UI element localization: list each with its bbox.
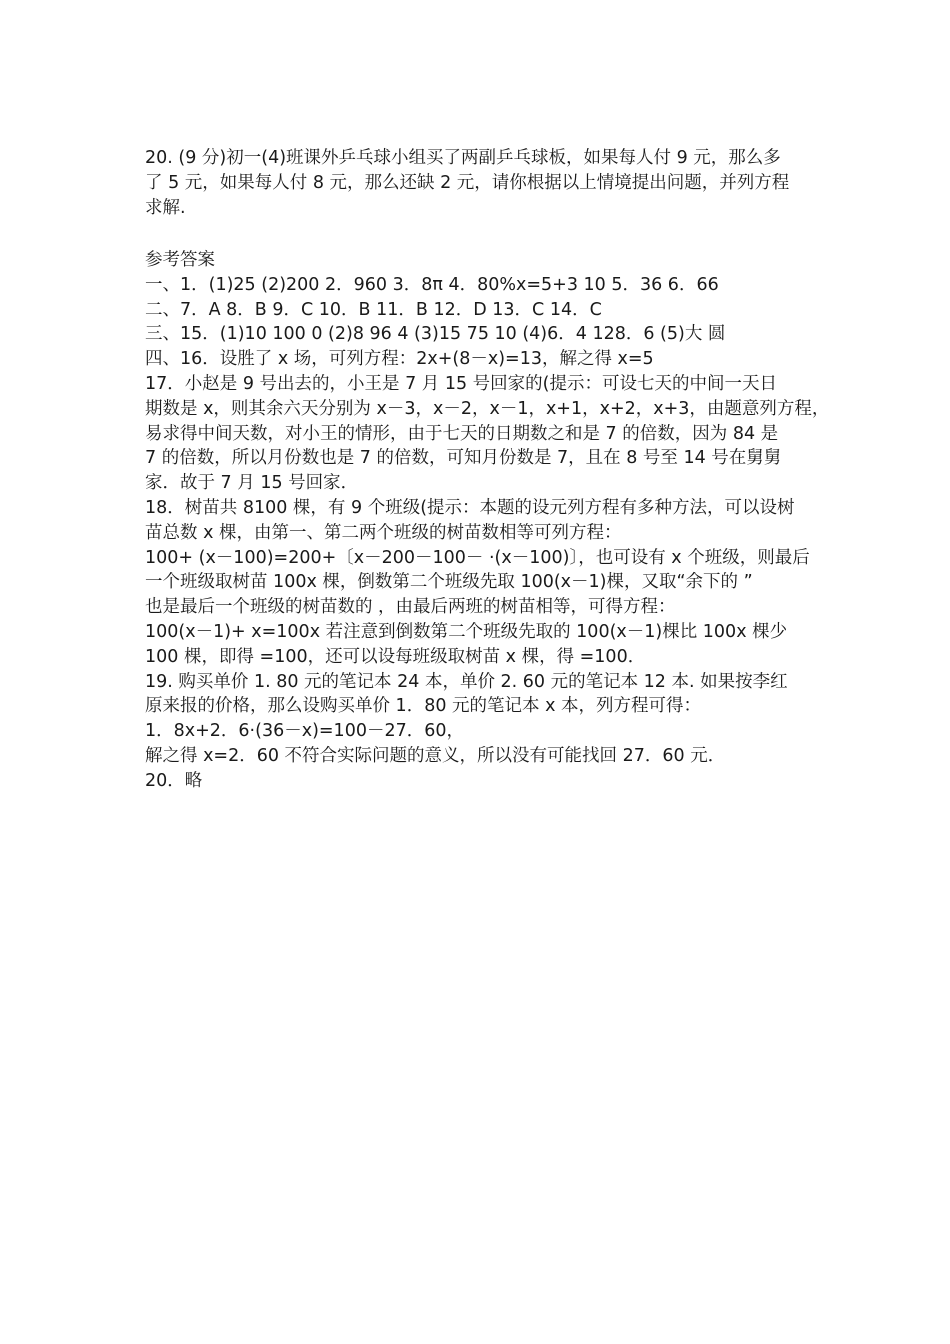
problem-line: 20. (9 分)初一(4)班课外乒乓球小组买了两副乒乓球板，如果每人付 9 元，那么多 <box>145 148 781 168</box>
answer-line: 7 的倍数，所以月份数也是 7 的倍数，可知月份数是 7，且在 8 号至 14 号在舅舅 <box>145 448 782 469</box>
answer-line: 一、1．(1)25 (2)200 2．960 3．8π 4．80%x=5+3 10 5．36 6．66 <box>145 274 719 295</box>
answer-line: 100+ (x－100)=200+〔x－200－100－ ·(x－100)〕，也可设有 x 个班级，则最后 <box>145 547 810 568</box>
answer-line: 原来报的价格，那么设购买单价 1．80 元的笔记本 x 本，列方程可得： <box>145 696 702 717</box>
answer-line: 19. 购买单价 1. 80 元的笔记本 24 本，单价 2. 60 元的笔记本 12 本. 如果按李红 <box>145 671 788 692</box>
answer-line: 苗总数 x 棵，由第一、第二两个班级的树苗数相等可列方程： <box>145 522 622 543</box>
answer-line: 20．略 <box>145 770 203 791</box>
answer-line: 100 棵，即得 =100，还可以设每班级取树苗 x 棵，得 =100． <box>145 646 646 667</box>
answer-line: 100(x－1)+ x=100x 若注意到倒数第二个班级先取的 100(x－1)棵比 100x 棵少 <box>145 621 788 642</box>
answer-line: 17．小赵是 9 号出去的，小王是 7 月 15 号回家的(提示：可设七天的中间一天日 <box>145 373 778 394</box>
answer-section <box>145 248 830 794</box>
answer-line: 18．树苗共 8100 棵，有 9 个班级(提示：本题的设元列方程有多种方法，可以设树 <box>145 497 795 518</box>
answer-line: 1．8x+2．6·(36－x)=100－27．60， <box>145 721 464 742</box>
answer-line: 家．故于 7 月 15 号回家． <box>145 473 359 494</box>
problem-20 <box>145 146 825 221</box>
answer-line: 期数是 x，则其余六天分别为 x－3，x－2，x－1，x+1，x+2，x+3，由题意列方程， <box>145 398 830 419</box>
answer-heading: 参考答案 <box>145 250 215 270</box>
answer-line: 也是最后一个班级的树苗数的 ，由最后两班的树苗相等，可得方程： <box>145 597 676 618</box>
answer-line: 一个班级取树苗 100x 棵，倒数第二个班级先取 100(x－1)棵，又取“余下的 ” <box>145 572 753 593</box>
problem-line: 求解. <box>145 198 186 218</box>
problem-line: 了 5 元，如果每人付 8 元，那么还缺 2 元，请你根据以上情境提出问题，并列方程 <box>145 173 790 193</box>
answer-line: 解之得 x=2．60 不符合实际问题的意义，所以没有可能找回 27．60 元． <box>145 745 726 766</box>
answer-line: 易求得中间天数，对小王的情形，由于七天的日期数之和是 7 的倍数，因为 84 是 <box>145 423 779 444</box>
document-page <box>145 146 830 794</box>
answer-line: 三、15．(1)10 100 0 (2)8 96 4 (3)15 75 10 (4)6．4 128．6 (5)大 圆 <box>145 324 726 345</box>
answer-line: 二、7．A 8．B 9．C 10．B 11．B 12．D 13．C 14．C <box>145 299 602 320</box>
answer-line: 四、16．设胜了 x 场，可列方程：2x+(8－x)=13，解之得 x=5 <box>145 349 654 370</box>
